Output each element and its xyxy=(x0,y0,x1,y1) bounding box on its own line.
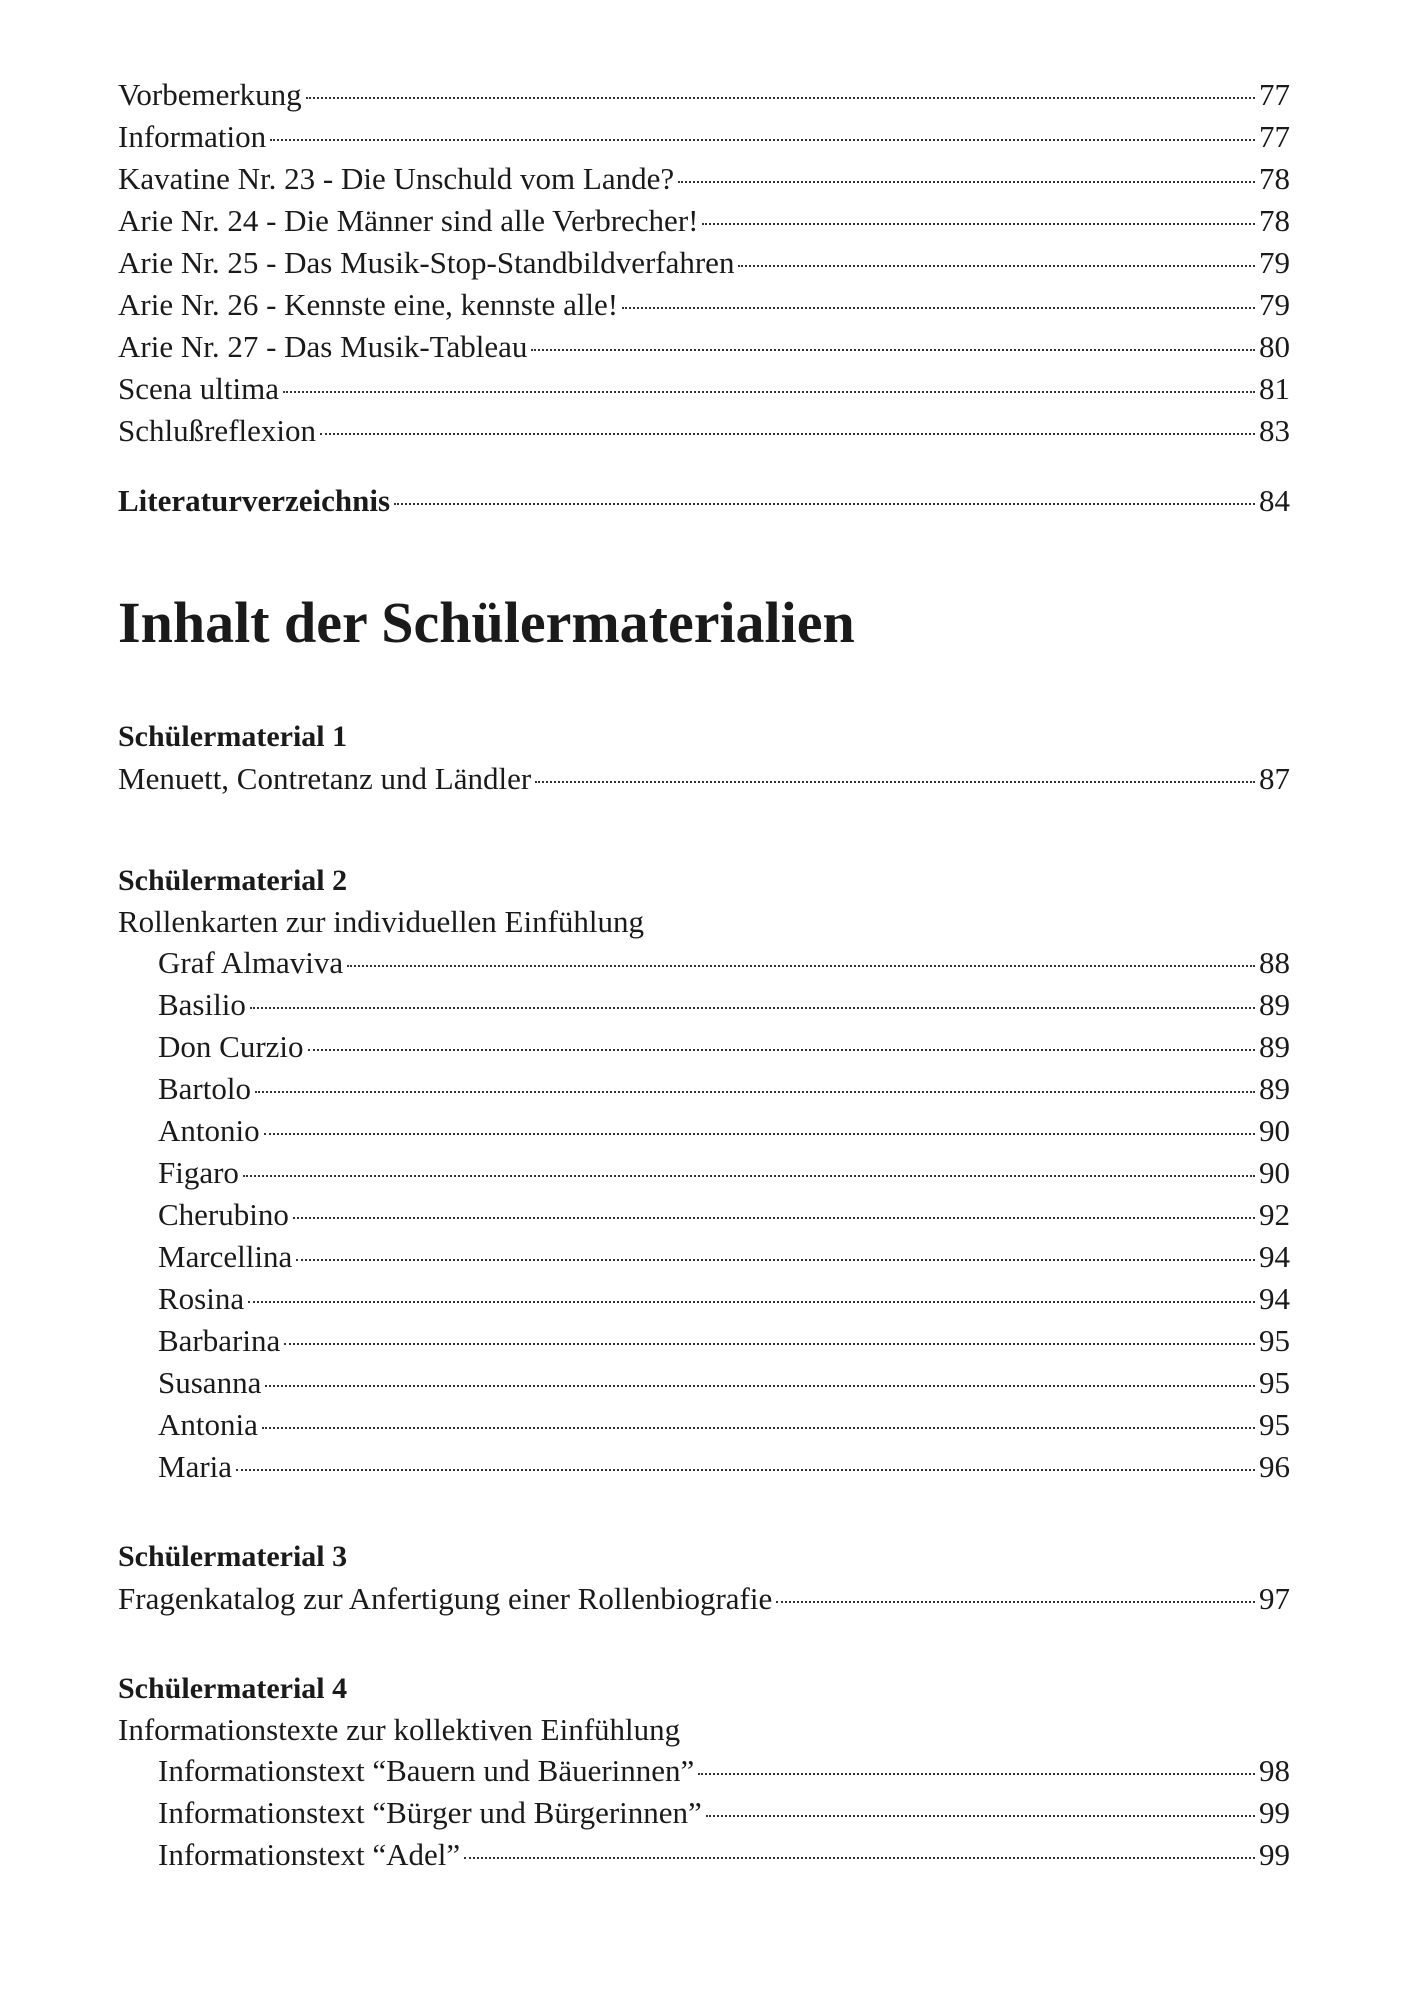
toc-entry[interactable] xyxy=(118,326,1290,368)
toc-leader-dots xyxy=(265,1385,1255,1387)
toc-entry-page: 77 xyxy=(1259,77,1290,112)
toc-entry-label: Vorbemerkung xyxy=(118,77,302,112)
toc-leader-dots xyxy=(394,503,1255,505)
toc-entry-page: 83 xyxy=(1259,413,1290,448)
toc-entry-page: 77 xyxy=(1259,119,1290,154)
toc-leader-dots xyxy=(243,1175,1255,1177)
toc-entry-page: 78 xyxy=(1259,203,1290,238)
toc-entry-label: Arie Nr. 26 - Kennste eine, kennste alle! xyxy=(118,287,619,322)
toc-entry[interactable] xyxy=(118,368,1290,410)
toc-entry-label: Figaro xyxy=(158,1155,239,1190)
toc-leader-dots xyxy=(702,223,1255,225)
section-title: Inhalt der Schülermaterialien xyxy=(118,590,855,655)
toc-entry[interactable] xyxy=(118,1110,1290,1152)
material-subtitle: Rollenkarten zur individuellen Einfühlung xyxy=(118,904,645,939)
toc-entry[interactable] xyxy=(118,1236,1290,1278)
toc-entry-page: 94 xyxy=(1259,1239,1290,1274)
toc-leader-dots xyxy=(738,265,1255,267)
toc-leader-dots xyxy=(250,1007,1255,1009)
spacer xyxy=(118,452,1290,480)
material-subtitle: Informationstexte zur kollektiven Einfühlung xyxy=(118,1712,681,1747)
toc-entry-page: 84 xyxy=(1259,483,1290,518)
toc-entry-label: Maria xyxy=(158,1449,233,1484)
toc-entry-page: 95 xyxy=(1259,1407,1290,1442)
toc-entry-page: 78 xyxy=(1259,161,1290,196)
material-block-2 xyxy=(118,860,1290,1488)
toc-entry-label: Informationstext “Adel” xyxy=(158,1837,461,1872)
toc-entry[interactable] xyxy=(118,1792,1290,1834)
toc-leader-dots xyxy=(320,433,1255,435)
material-heading: Schülermaterial 1 xyxy=(118,720,348,753)
toc-entry-label: Information xyxy=(118,119,267,154)
toc-leader-dots xyxy=(531,349,1255,351)
toc-page xyxy=(118,74,1290,1876)
toc-entry[interactable] xyxy=(118,74,1290,116)
toc-entry[interactable] xyxy=(118,1750,1290,1792)
toc-entry-label: Arie Nr. 27 - Das Musik-Tableau xyxy=(118,329,528,364)
toc-leader-dots xyxy=(293,1217,1255,1219)
toc-entry-page: 97 xyxy=(1259,1581,1290,1616)
toc-entry-label: Arie Nr. 25 - Das Musik-Stop-Standbildverfahren xyxy=(118,245,735,280)
toc-entry[interactable] xyxy=(118,284,1290,326)
toc-entry-page: 90 xyxy=(1259,1155,1290,1190)
toc-entry-label: Marcellina xyxy=(158,1239,293,1274)
toc-entry-literatur[interactable] xyxy=(118,480,1290,522)
toc-leader-dots xyxy=(308,1049,1255,1051)
toc-leader-dots xyxy=(264,1133,1255,1135)
toc-leader-dots xyxy=(347,965,1255,967)
toc-leader-dots xyxy=(464,1857,1255,1859)
toc-entry[interactable] xyxy=(118,1026,1290,1068)
role-card-list xyxy=(118,942,1290,1488)
toc-leader-dots xyxy=(622,307,1255,309)
material-block-1 xyxy=(118,716,1290,800)
material-block-4 xyxy=(118,1668,1290,1876)
toc-entry-label: Barbarina xyxy=(158,1323,281,1358)
toc-entry-page: 89 xyxy=(1259,1071,1290,1106)
toc-entry-label: Informationstext “Bürger und Bürgerinnen” xyxy=(158,1795,702,1830)
toc-leader-dots xyxy=(306,97,1255,99)
toc-entry-label: Scena ultima xyxy=(118,371,279,406)
toc-entry-page: 98 xyxy=(1259,1753,1290,1788)
material-heading: Schülermaterial 2 xyxy=(118,864,348,897)
toc-entry[interactable] xyxy=(118,1068,1290,1110)
toc-entry-page: 99 xyxy=(1259,1795,1290,1830)
toc-entry-label: Cherubino xyxy=(158,1197,289,1232)
toc-entry[interactable] xyxy=(118,1152,1290,1194)
toc-entry[interactable] xyxy=(118,158,1290,200)
toc-leader-dots xyxy=(706,1815,1255,1817)
toc-entry-label: Literaturverzeichnis xyxy=(118,483,391,518)
toc-leader-dots xyxy=(678,181,1255,183)
toc-entry-page: 89 xyxy=(1259,1029,1290,1064)
toc-entry[interactable] xyxy=(118,410,1290,452)
toc-entry-page: 81 xyxy=(1259,371,1290,406)
toc-entry-page: 96 xyxy=(1259,1449,1290,1484)
toc-entry-label: Susanna xyxy=(158,1365,262,1400)
toc-leader-dots xyxy=(296,1259,1255,1261)
toc-leader-dots xyxy=(698,1773,1255,1775)
toc-entry-page: 80 xyxy=(1259,329,1290,364)
toc-entry[interactable] xyxy=(118,1446,1290,1488)
toc-entry-page: 79 xyxy=(1259,287,1290,322)
toc-leader-dots xyxy=(255,1091,1255,1093)
toc-entry-label: Rosina xyxy=(158,1281,245,1316)
toc-entry-page: 79 xyxy=(1259,245,1290,280)
toc-leader-dots xyxy=(262,1427,1255,1429)
toc-entry-page: 92 xyxy=(1259,1197,1290,1232)
toc-entry-label: Bartolo xyxy=(158,1071,251,1106)
toc-leader-dots xyxy=(283,391,1255,393)
material-heading: Schülermaterial 4 xyxy=(118,1672,348,1705)
toc-leader-dots xyxy=(284,1343,1255,1345)
toc-entry-label: Menuett, Contretanz und Ländler xyxy=(118,761,532,796)
material-block-3 xyxy=(118,1536,1290,1620)
toc-top-list xyxy=(118,74,1290,452)
toc-entry[interactable] xyxy=(118,942,1290,984)
toc-entry-label: Kavatine Nr. 23 - Die Unschuld vom Lande? xyxy=(118,161,675,196)
toc-entry-page: 87 xyxy=(1259,761,1290,796)
toc-leader-dots xyxy=(535,781,1255,783)
toc-entry[interactable] xyxy=(118,116,1290,158)
toc-entry[interactable] xyxy=(118,1404,1290,1446)
toc-entry-page: 99 xyxy=(1259,1837,1290,1872)
toc-entry-label: Basilio xyxy=(158,987,246,1022)
toc-entry-label: Antonio xyxy=(158,1113,260,1148)
toc-entry[interactable] xyxy=(118,1320,1290,1362)
toc-entry-label: Fragenkatalog zur Anfertigung einer Rollenbiografie xyxy=(118,1581,773,1616)
toc-entry[interactable] xyxy=(118,1194,1290,1236)
toc-entry[interactable] xyxy=(118,758,1290,800)
toc-entry-page: 95 xyxy=(1259,1365,1290,1400)
toc-entry[interactable] xyxy=(118,1834,1290,1876)
toc-entry[interactable] xyxy=(118,200,1290,242)
toc-entry-page: 90 xyxy=(1259,1113,1290,1148)
toc-entry[interactable] xyxy=(118,1278,1290,1320)
toc-entry[interactable] xyxy=(118,242,1290,284)
toc-entry-label: Antonia xyxy=(158,1407,258,1442)
toc-entry-page: 88 xyxy=(1259,945,1290,980)
toc-entry[interactable] xyxy=(118,984,1290,1026)
toc-entry-label: Arie Nr. 24 - Die Männer sind alle Verbrecher! xyxy=(118,203,699,238)
material-heading: Schülermaterial 3 xyxy=(118,1540,348,1573)
toc-leader-dots xyxy=(270,139,1255,141)
toc-entry-label: Schlußreflexion xyxy=(118,413,317,448)
toc-entry-page: 89 xyxy=(1259,987,1290,1022)
toc-entry[interactable] xyxy=(118,1578,1290,1620)
toc-entry[interactable] xyxy=(118,1362,1290,1404)
toc-entry-label: Informationstext “Bauern und Bäuerinnen” xyxy=(158,1753,695,1788)
toc-leader-dots xyxy=(248,1301,1255,1303)
toc-entry-page: 94 xyxy=(1259,1281,1290,1316)
toc-entry-label: Don Curzio xyxy=(158,1029,304,1064)
toc-leader-dots xyxy=(236,1469,1255,1471)
toc-entry-page: 95 xyxy=(1259,1323,1290,1358)
toc-entry-label: Graf Almaviva xyxy=(158,945,344,980)
toc-leader-dots xyxy=(776,1601,1255,1603)
